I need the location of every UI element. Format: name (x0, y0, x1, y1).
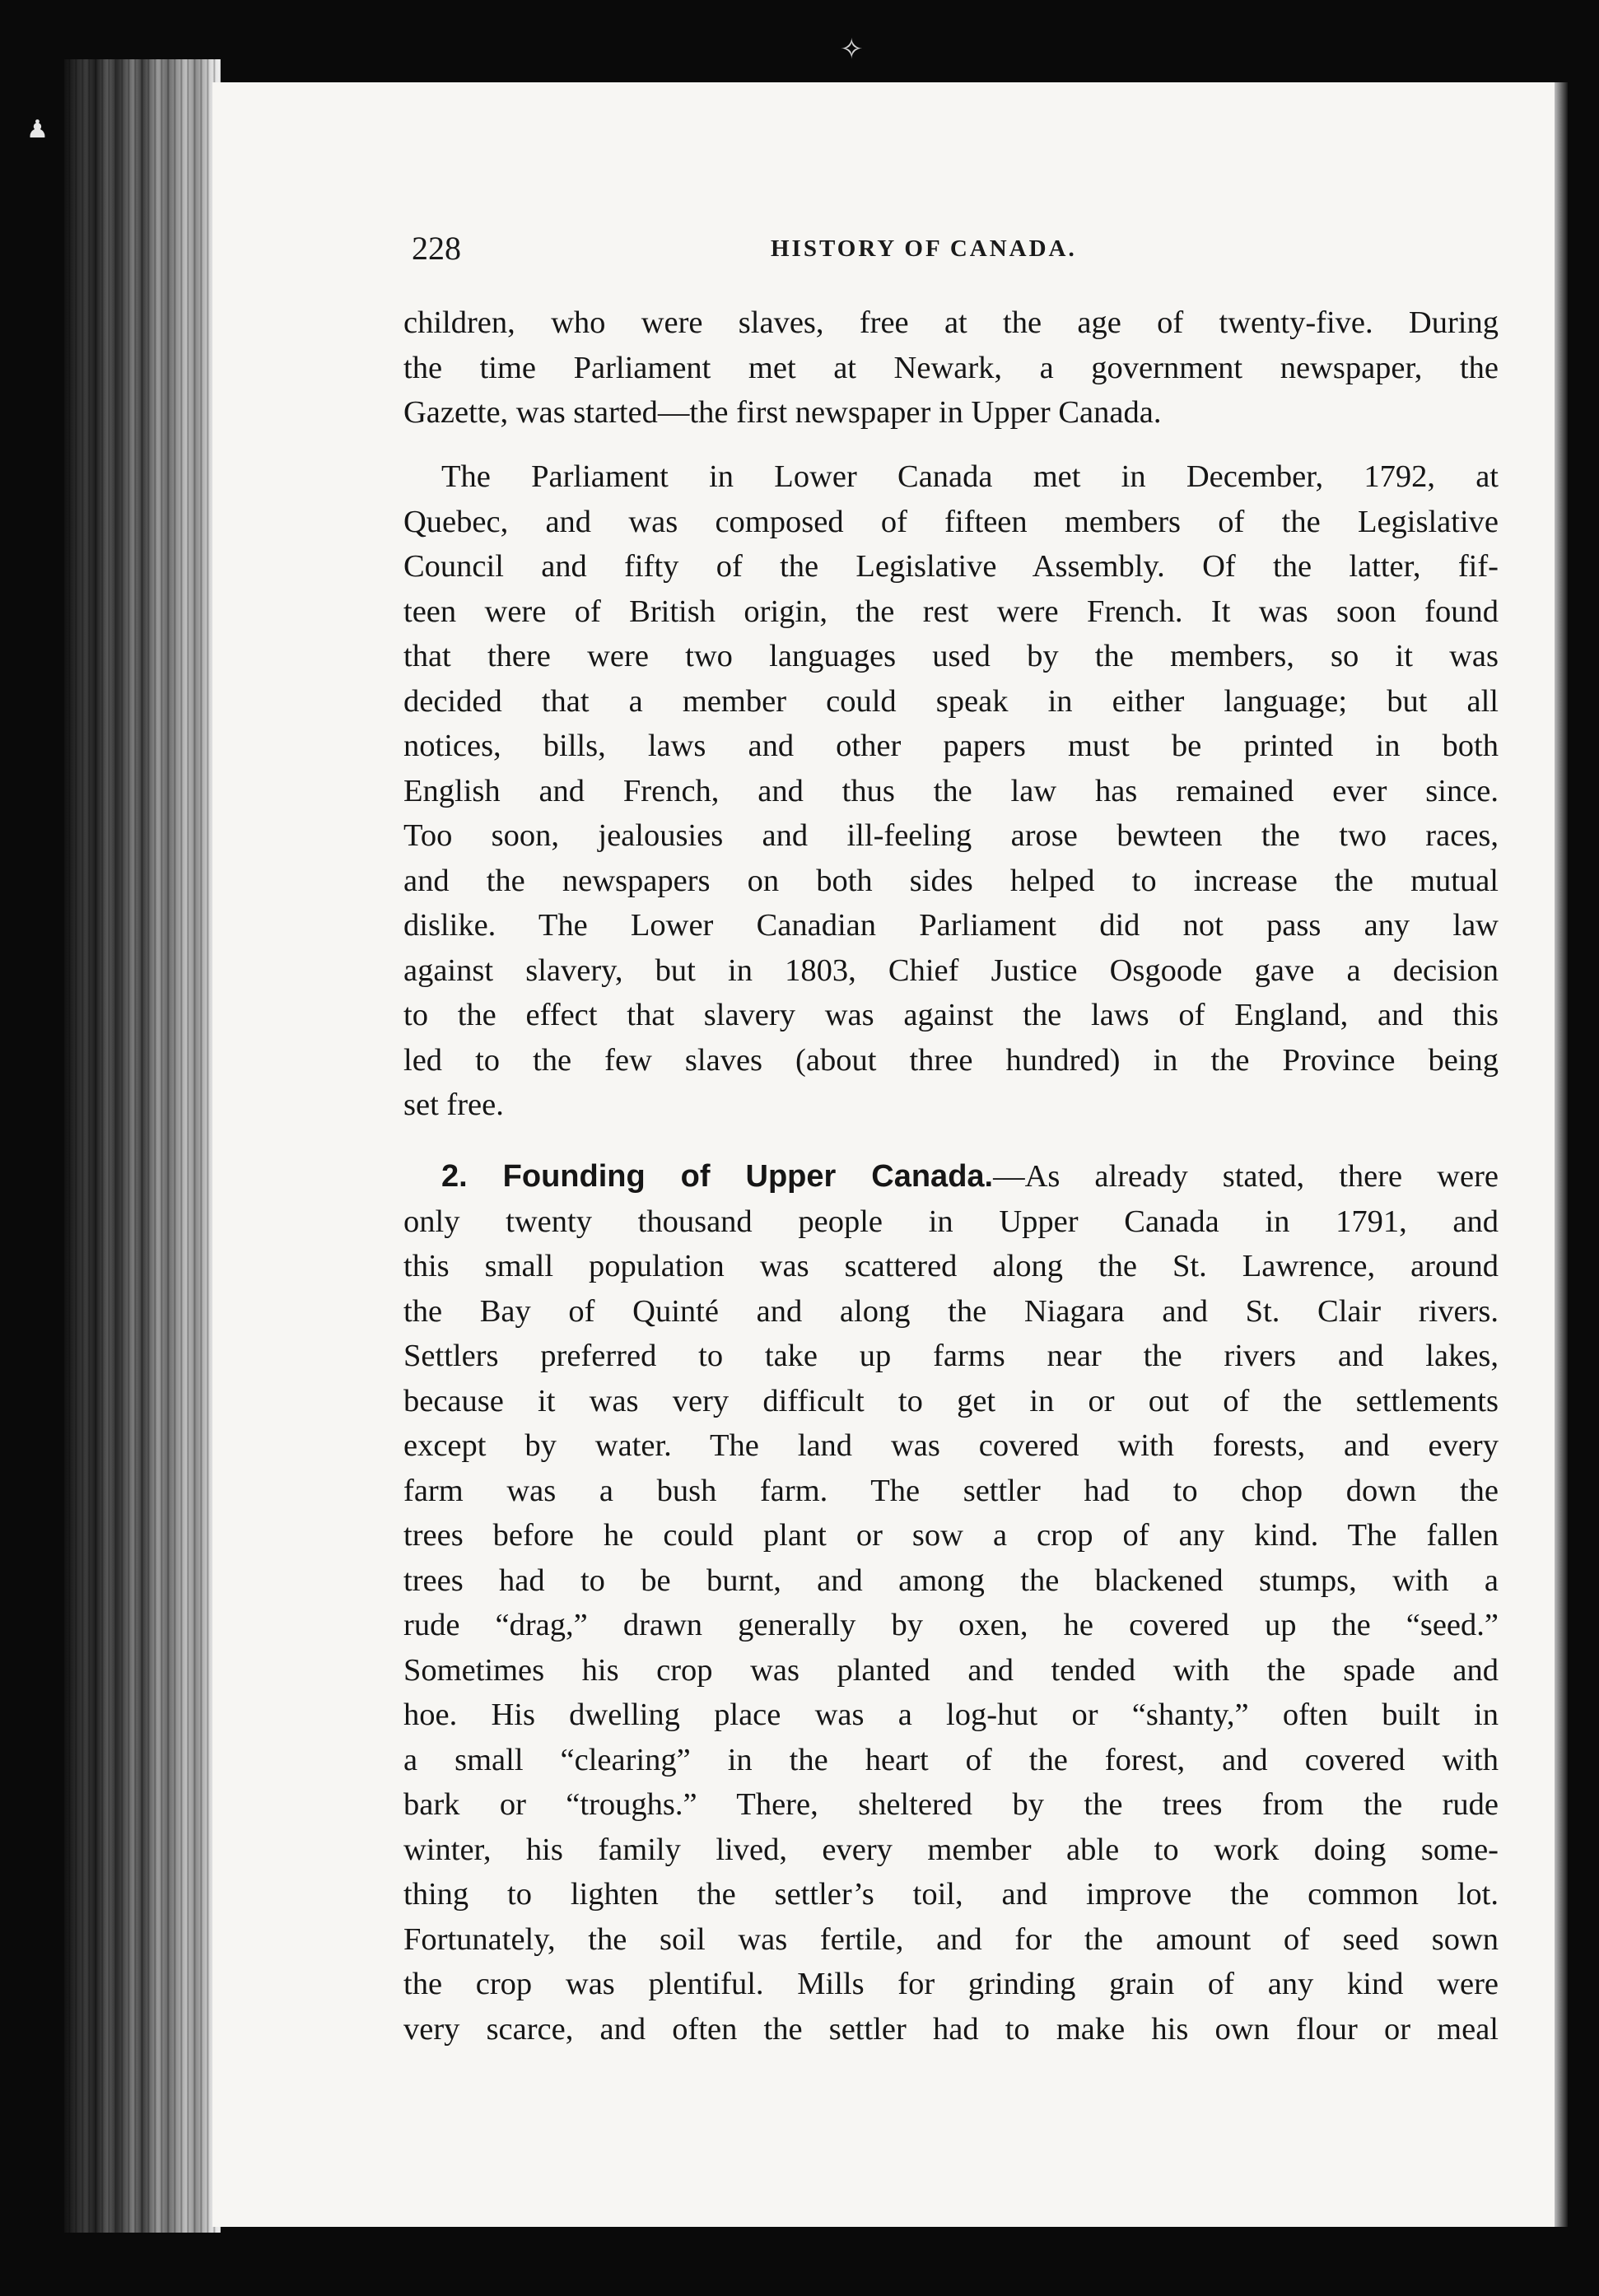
section-2-founding-of-upper-canada (403, 1154, 1499, 2051)
text-line: dislike. The Lower Canadian Parliament did not pass any law (403, 908, 1499, 943)
text-line: teen were of British origin, the rest were French. It was soon found (403, 594, 1499, 629)
text-line: the Bay of Quinté and along the Niagara and St. Clair rivers. (403, 1293, 1499, 1329)
text-line: this small population was scattered along the St. Lawrence, around (403, 1249, 1499, 1283)
text-line: a small “clearing” in the heart of the forest, and covered with (403, 1742, 1499, 1777)
text-line: children, who were slaves, free at the age of twenty-five. During (403, 305, 1499, 340)
text-line: decided that a member could speak in either language; but all (403, 683, 1499, 719)
text-line: Gazette, was started—the first newspaper in Upper Canada. (403, 395, 1162, 430)
text-line: hoe. His dwelling place was a log-hut or “shanty,” often built in (403, 1698, 1499, 1732)
page-number: 228 (412, 230, 461, 267)
text-line: that there were two languages used by the members, so it was (403, 639, 1499, 673)
text-line: the crop was plentiful. Mills for grinding grain of any kind were (403, 1967, 1499, 2001)
scan-artifact-top: ✧ (840, 33, 864, 66)
text-line: trees had to be burnt, and among the blackened stumps, with a (403, 1562, 1499, 1598)
text-line: Fortunately, the soil was fertile, and for the amount of seed sown (403, 1921, 1499, 1957)
paragraph-1 (403, 300, 1499, 435)
page-edge-shadow (1555, 82, 1568, 2227)
text-line: led to the few slaves (about three hundred) in the Province being (403, 1042, 1499, 1078)
text-line: very scarce, and often the settler had to make his own flour or meal (403, 2011, 1499, 2047)
text-line: Settlers preferred to take up farms near the rivers and lakes, (403, 1339, 1499, 1373)
section-lead-text: —As already stated, there were (993, 1159, 1499, 1194)
book-spine-edges (64, 59, 221, 2233)
text-line: to the effect that slavery was against the laws of England, and this (403, 998, 1499, 1032)
text-line: trees before he could plant or sow a crop of any kind. The fallen (403, 1518, 1499, 1553)
text-line: and the newspapers on both sides helped to increase the mutual (403, 863, 1499, 898)
text-line: Quebec, and was composed of fifteen members of the Legislative (403, 504, 1499, 539)
text-line: The Parliament in Lower Canada met in December, 1792, at (441, 459, 1499, 494)
text-line: winter, his family lived, every member able to work doing some- (403, 1832, 1499, 1867)
text-line: Too soon, jealousies and ill-feeling arose bewteen the two races, (403, 818, 1499, 853)
text-line: against slavery, but in 1803, Chief Justice Osgoode gave a decision (403, 952, 1499, 988)
section-lead-line (403, 1154, 1499, 1199)
text-line: bark or “troughs.” There, sheltered by the trees from the rude (403, 1787, 1499, 1822)
text-line: only twenty thousand people in Upper Canada in 1791, and (403, 1204, 1499, 1239)
text-line: the time Parliament met at Newark, a government newspaper, the (403, 350, 1499, 385)
section-heading: 2. Founding of Upper Canada. (441, 1159, 994, 1194)
text-line: thing to lighten the settler’s toil, and improve the common lot. (403, 1877, 1499, 1912)
scan-artifact-left: ♟ (26, 115, 49, 144)
text-line: English and French, and thus the law has remained ever since. (403, 773, 1499, 808)
text-line: rude “drag,” drawn generally by oxen, he covered up the “seed.” (403, 1608, 1499, 1642)
text-line: Sometimes his crop was planted and tended with the spade and (403, 1652, 1499, 1688)
text-line: notices, bills, laws and other papers must be printed in both (403, 729, 1499, 763)
paragraph-2 (403, 454, 1499, 1128)
text-line: set free. (403, 1087, 504, 1122)
text-line: except by water. The land was covered with forests, and every (403, 1428, 1499, 1463)
page-header (412, 229, 1503, 278)
text-line: Council and fifty of the Legislative Assembly. Of the latter, fif- (403, 549, 1499, 584)
text-line: farm was a bush farm. The settler had to chop down the (403, 1473, 1499, 1508)
text-line: because it was very difficult to get in or out of the settlements (403, 1383, 1499, 1418)
running-title: HISTORY OF CANADA. (771, 235, 1077, 262)
